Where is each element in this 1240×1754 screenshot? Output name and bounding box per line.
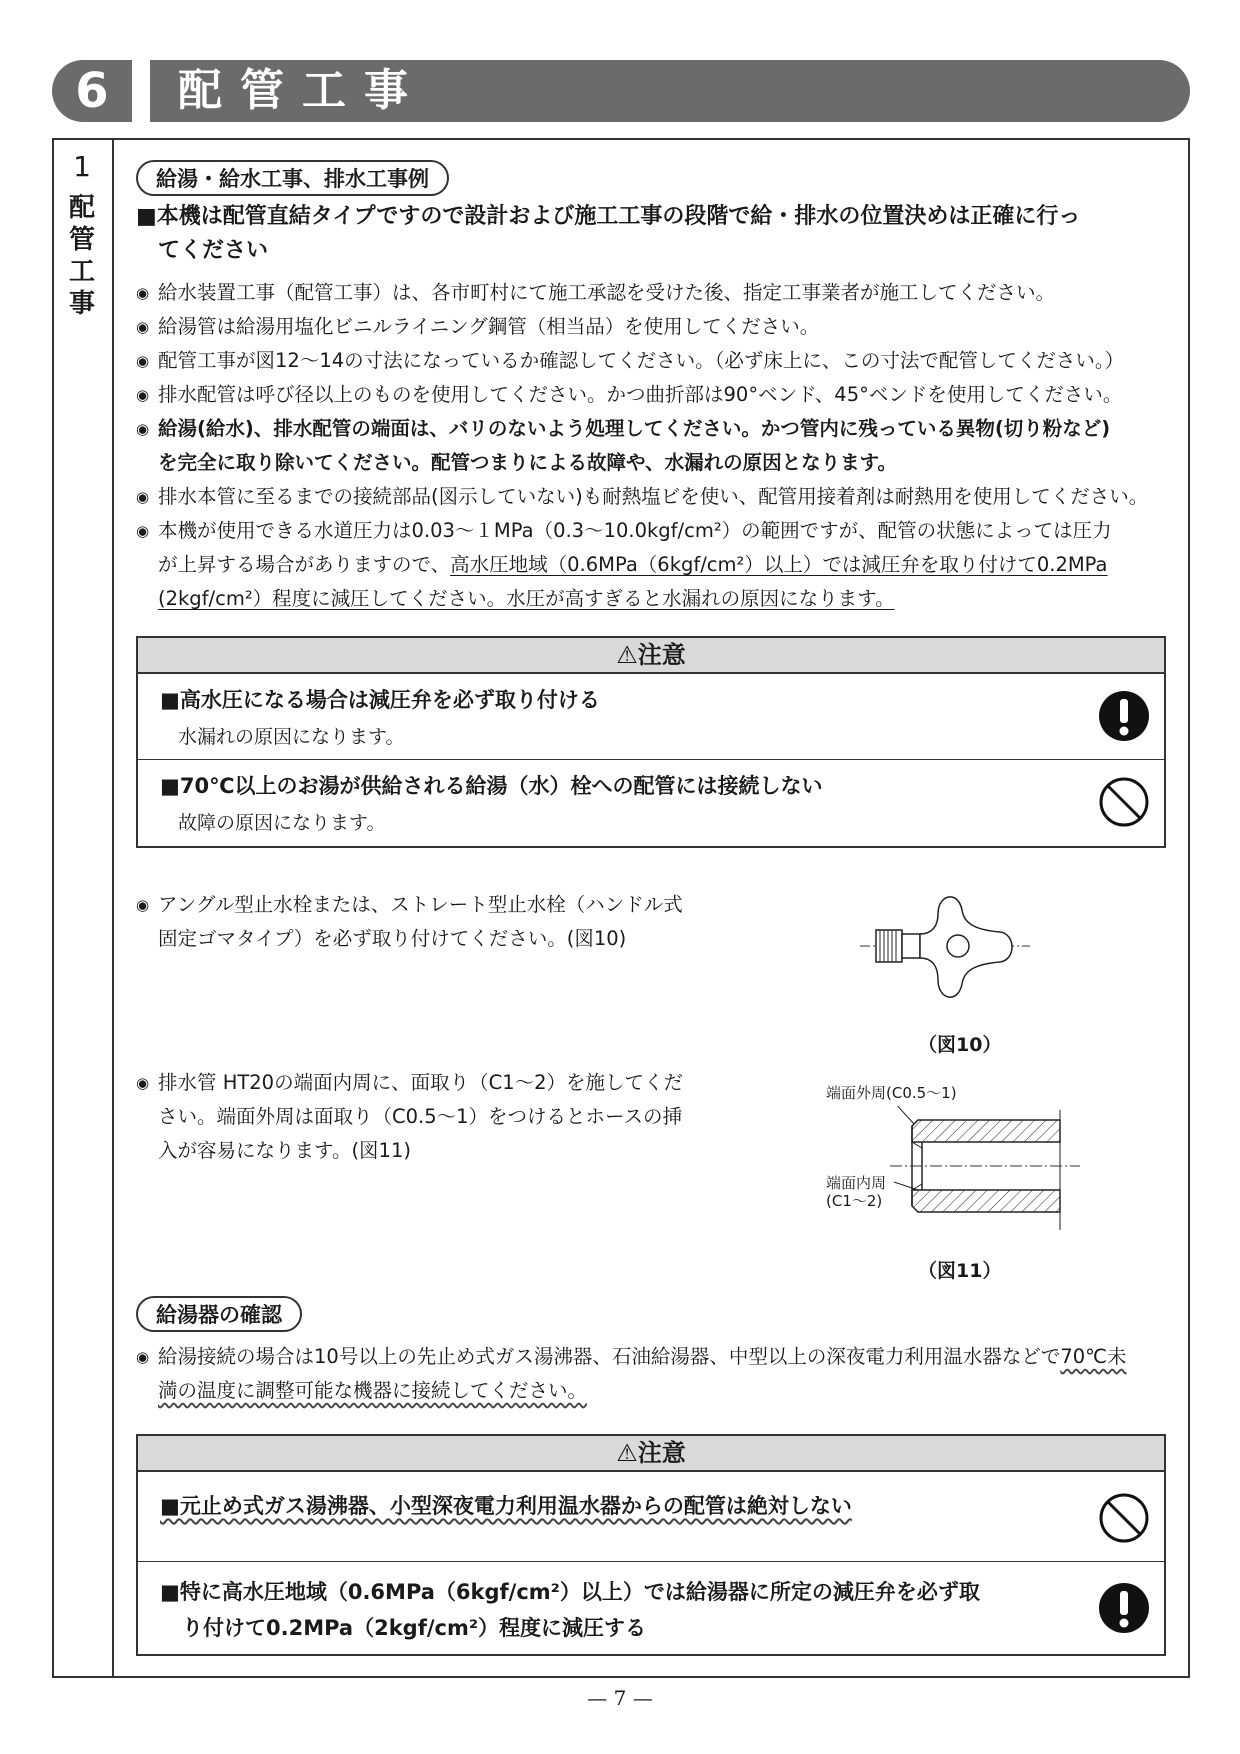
prohibited-icon <box>1098 776 1150 828</box>
bullet-icon: ◉ <box>136 386 150 404</box>
inner-chamfer-label: 端面内周 (C1～2) <box>826 1174 887 1210</box>
list-item: ◉ 排水配管は呼び径以上のものを使用してください。かつ曲折部は90°ベンド、45°ベンドを使用してください。 <box>136 378 1190 412</box>
caution-title: ■70℃以上のお湯が供給される給湯（水）栓への配管には接続しない <box>160 774 823 798</box>
bullet-icon: ◉ <box>136 522 150 540</box>
list-item: ◉ 給水装置工事（配管工事）は、各市町村にて施工承認を受けた後、指定工事業者が施工してください。 <box>136 276 1190 310</box>
caution-row <box>138 674 1164 760</box>
bullet-icon: ◉ <box>136 896 150 914</box>
caution-header: ⚠注意 <box>138 1436 1164 1472</box>
sidebar-title-char: 工 <box>68 257 95 287</box>
caution-row <box>138 760 1164 846</box>
lead-text <box>136 200 1186 268</box>
exclamation-icon <box>1098 690 1150 742</box>
wavy-underlined-text: ■元止め式ガス湯沸器、小型深夜電力利用温水器からの配管は絶対しない <box>160 1494 852 1518</box>
bullet-icon: ◉ <box>136 284 150 302</box>
sidebar-title <box>52 192 112 320</box>
page-title: 配管工事 <box>150 60 1190 122</box>
sidebar-divider <box>112 138 114 1678</box>
caution-box <box>136 1434 1166 1656</box>
list-item: ◉ 排水管 HT20の端面内周に、面取り（C1～2）を施してくだ さい。端面外周は面取り（C0.5～1）をつけるとホースの挿 入が容易になります。(図11) <box>136 1066 736 1168</box>
sidebar-number: 1 <box>73 150 91 183</box>
caution-header: ⚠注意 <box>138 638 1164 674</box>
caution-subtext: 故障の原因になります。 <box>178 812 386 834</box>
wavy-underlined-text: 70℃未 <box>1060 1345 1127 1368</box>
caution-title: ■特に高水圧地域（0.6MPa（6kgf/cm²）以上）では給湯器に所定の減圧弁を必ず取 り付けて0.2MPa（2kgf/cm²）程度に減圧する <box>160 1580 980 1640</box>
list-item: ◉ 給湯管は給湯用塩化ビニルライニング鋼管（相当品）を使用してください。 <box>136 310 1190 344</box>
caution-row <box>138 1562 1164 1654</box>
bullet-icon: ◉ <box>136 1074 150 1092</box>
caution-title <box>160 1490 852 1520</box>
water-heater-text <box>136 1340 1190 1408</box>
caution-subtext: 水漏れの原因になります。 <box>178 726 405 748</box>
underlined-text: (2kgf/cm²）程度に減圧してください。水圧が高すぎると水漏れの原因になります。 <box>158 587 895 610</box>
sidebar-title-char: 配 <box>68 193 95 223</box>
bullet-icon: ◉ <box>136 488 150 506</box>
bullet-icon: ◉ <box>136 420 150 438</box>
prohibited-icon <box>1098 1492 1150 1544</box>
figure-caption: （図10） <box>918 1034 1002 1056</box>
list-item: ◉ 給湯接続の場合は10号以上の先止め式ガス湯沸器、石油給湯器、中型以上の深夜電力利用温水器などで70℃未 満の温度に調整可能な機器に接続してください。 <box>136 1340 1190 1408</box>
wavy-underlined-text: 満の温度に調整可能な機器に接続してください。 <box>158 1379 588 1402</box>
caution-row <box>138 1472 1164 1562</box>
list-item: ◉ 配管工事が図12～14の寸法になっているか確認してください。（必ず床上に、この寸法で配管してください。） <box>136 344 1190 378</box>
lead-line: てください <box>158 238 269 263</box>
bullet-icon: ◉ <box>136 1348 150 1366</box>
drain-pipe-section-figure <box>890 1106 1080 1236</box>
bullet-icon: ◉ <box>136 318 150 336</box>
fig10-text <box>136 888 736 956</box>
list-item: ◉ 本機が使用できる水道圧力は0.03～１MPa（0.3～10.0kgf/cm²）の範囲ですが、配管の状態によっては圧力 が上昇する場合がありますので、高水圧地域（0.6MPa（6kgf/cm²）以上）では減圧弁を取り付けて0.2MPa (2kgf/cm²）程度に減圧してください。水圧が高すぎると水漏れの原因になります。 <box>136 514 1190 616</box>
bullet-icon: ◉ <box>136 352 150 370</box>
lead-line: ■本機は配管直結タイプですので設計および施工工事の段階で給・排水の位置決めは正確に行っ <box>136 204 1081 229</box>
caution-title: ■高水圧になる場合は減圧弁を必ず取り付ける <box>160 688 600 712</box>
list-item: ◉ 排水本管に至るまでの接続部品(図示していない)も耐熱塩ビを使い、配管用接着剤は耐熱用を使用してください。 <box>136 480 1190 514</box>
page-number: — 7 — <box>587 1686 653 1710</box>
fig11-text <box>136 1066 736 1168</box>
list-item: ◉ 給湯(給水)、排水配管の端面は、バリのないよう処理してください。かつ管内に残っている異物(切り粉など) を完全に取り除いてください。配管つまりによる故障や、水漏れの原因となります。 <box>136 412 1190 480</box>
list-item: ◉ アングル型止水栓または、ストレート型止水栓（ハンドル式 固定ゴマタイプ）を必ず取り付けてください。(図10) <box>136 888 736 956</box>
section-label-piping: 給湯・給水工事、排水工事例 <box>136 160 449 196</box>
underlined-text: 高水圧地域（0.6MPa（6kgf/cm²）以上）では減圧弁を取り付けて0.2MPa <box>450 553 1108 576</box>
section-label-water-heater: 給湯器の確認 <box>136 1296 302 1332</box>
exclamation-icon <box>1098 1582 1150 1634</box>
section-number-badge: 6 <box>52 60 132 122</box>
caution-box <box>136 636 1166 848</box>
stop-valve-figure <box>860 884 1040 1004</box>
instruction-list <box>136 276 1190 616</box>
figure-caption: （図11） <box>918 1260 1002 1282</box>
sidebar-title-char: 管 <box>68 225 95 255</box>
outer-chamfer-label: 端面外周(C0.5～1) <box>826 1084 957 1102</box>
sidebar-title-char: 事 <box>68 289 95 319</box>
